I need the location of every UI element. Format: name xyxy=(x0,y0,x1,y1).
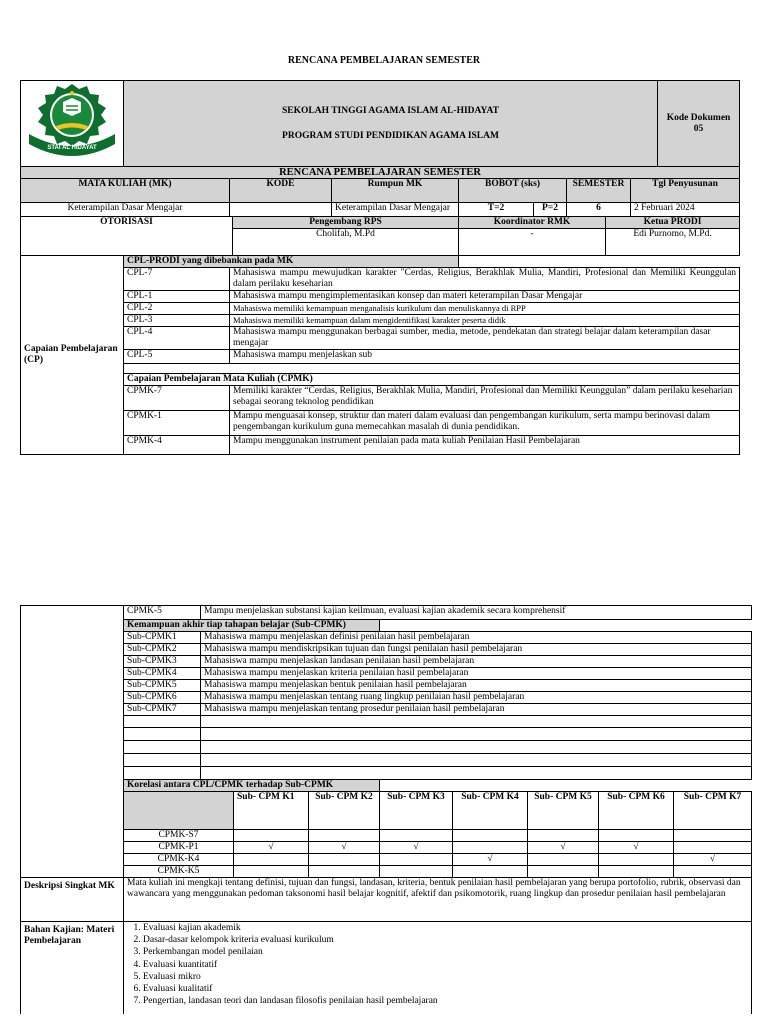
korelasi-mark xyxy=(309,866,380,878)
cpmk-code: CPMK-1 xyxy=(124,411,230,436)
bahan-item: 6. Evaluasi kualitatif xyxy=(143,983,748,995)
cp-continuation-label xyxy=(21,606,124,878)
korelasi-mark xyxy=(599,866,674,878)
korelasi-mark: √ xyxy=(528,842,599,854)
korelasi-mark: √ xyxy=(674,854,752,866)
korelasi-mark: √ xyxy=(453,854,528,866)
cpl-text: Mahasiswa mampu mewujudkan karakter "Cerdas, Religius, Berakhlak Mulia, Mandiri, Profesional dan Memiliki Keunggulan dalam perilaku keseharian xyxy=(230,268,740,291)
korelasi-mark xyxy=(528,830,599,842)
korelasi-mark xyxy=(528,854,599,866)
deskripsi-label: Deskripsi Singkat MK xyxy=(21,878,124,922)
subcpmk-code: Sub-CPMK3 xyxy=(124,656,201,668)
cp-label: Capaian Pembelajaran (CP) xyxy=(21,256,124,455)
mk-value-semester: 6 xyxy=(567,203,631,217)
korelasi-row-label: CPMK-P1 xyxy=(124,842,234,854)
rps-band: RENCANA PEMBELAJARAN SEMESTER xyxy=(21,167,740,179)
cpmk5-code: CPMK-5 xyxy=(124,606,201,620)
subcpmk-text: Mahasiswa mampu menjelaskan kriteria penilaian hasil pembelajaran xyxy=(201,668,752,680)
kode-dokumen-value: 05 xyxy=(693,123,704,134)
cpmk-heading: Capaian Pembelajaran Mata Kuliah (CPMK) xyxy=(124,374,740,386)
mk-header-tgl: Tgl Penyusunan xyxy=(631,179,740,203)
cpmk-text: Mampu menguasai konsep, struktur dan materi dalam evaluasi dan pengembangan kurikulum, serta mampu berinovasi dalam pengembangan kurikulum guna memecahkan masalah di dunia pendidikan. xyxy=(230,411,740,436)
korelasi-mark xyxy=(453,866,528,878)
cpl-text: Mahasiswa memiliki kemampuan dalam mengidentifikasi karakter peserta didik xyxy=(230,315,740,327)
document-title: RENCANA PEMBELAJARAN SEMESTER xyxy=(287,55,481,66)
cpmk-text: Mampu menggunakan instrument penilaian pada mata kuliah Penilaian Hasil Pembelajaran xyxy=(230,436,740,455)
korelasi-col-header: Sub- CPM K2 xyxy=(309,792,380,830)
korelasi-mark xyxy=(674,830,752,842)
empty-row xyxy=(124,728,201,741)
mk-header-bobot: BOBOT (sks) xyxy=(459,179,567,203)
deskripsi-text: Mata kuliah ini mengkaji tentang definisi, tujuan dan fungsi, landasan, kriteria, bentuk penilaian hasil pembelajaran yang berupa portofolio, rubrik, observasi dan wawancara yang menggunakan pedoman taksonomi hasil belajar kognitif, afektif dan psikomotorik, ruang lingkup dan prosedur penilaian hasil pembelajaran xyxy=(124,878,752,922)
korelasi-mark xyxy=(528,866,599,878)
cpl-text: Mahasiswa memiliki kemampuan menganalisis kurikulum dan menuliskannya di RPP xyxy=(230,303,740,315)
korelasi-mark xyxy=(380,866,453,878)
cpmk-code: CPMK-4 xyxy=(124,436,230,455)
mk-header-matakuliah: MATA KULIAH (MK) xyxy=(21,179,230,203)
korelasi-mark xyxy=(453,830,528,842)
koordinator-value: - xyxy=(459,229,606,256)
korelasi-mark xyxy=(674,866,752,878)
korelasi-mark xyxy=(234,854,309,866)
mk-header-kode: KODE xyxy=(230,179,332,203)
korelasi-mark: √ xyxy=(234,842,309,854)
cpmk-text: Memiliki karakter “Cerdas, Religius, Berakhlak Mulia, Mandiri, Profesional dan Memiliki Keunggulan” dalam perilaku keseharian sebagai seorang teknolog pendidikan xyxy=(230,386,740,411)
korelasi-col-header: Sub- CPM K1 xyxy=(234,792,309,830)
korelasi-col-header: Sub- CPM K7 xyxy=(674,792,752,830)
korelasi-mark: √ xyxy=(380,842,453,854)
korelasi-mark: √ xyxy=(309,842,380,854)
subcpmk-code: Sub-CPMK6 xyxy=(124,692,201,704)
cpmk5-text: Mampu menjelaskan substansi kajian keilmuan, evaluasi kajian akademik secara komprehensif xyxy=(201,606,752,620)
ketua-label: Ketua PRODI xyxy=(606,217,740,229)
rps-header-table xyxy=(20,80,740,455)
logo-cell xyxy=(21,81,124,167)
mk-header-semester: SEMESTER xyxy=(567,179,631,203)
cpl-code: CPL-1 xyxy=(124,291,230,303)
empty-row xyxy=(124,767,201,780)
subcpmk-code: Sub-CPMK5 xyxy=(124,680,201,692)
mk-value-p: P=2 xyxy=(534,203,567,217)
subcpmk-code: Sub-CPMK1 xyxy=(124,632,201,644)
svg-text:STAI AL HIDAYAT: STAI AL HIDAYAT xyxy=(47,144,97,151)
subcpmk-code: Sub-CPMK2 xyxy=(124,644,201,656)
bahan-item: 2. Dasar-dasar kelompok kriteria evaluasi kurikulum xyxy=(143,934,748,946)
institution-header xyxy=(124,81,658,167)
korelasi-mark xyxy=(674,842,752,854)
rps-continuation-table xyxy=(20,605,752,1014)
korelasi-mark xyxy=(599,830,674,842)
bahan-list xyxy=(127,922,748,1007)
korelasi-heading: Korelasi antara CPL/CPMK terhadap Sub-CPMK xyxy=(124,780,380,792)
pengembang-label: Pengembang RPS xyxy=(233,217,459,229)
mk-value-rumpun: Keterampilan Dasar Mengajar xyxy=(332,203,459,217)
cpl-code: CPL-7 xyxy=(124,268,230,291)
korelasi-row-label: CPMK-K5 xyxy=(124,866,234,878)
korelasi-mark xyxy=(234,830,309,842)
korelasi-mark xyxy=(309,854,380,866)
cpl-code: CPL-5 xyxy=(124,350,230,364)
ketua-value: Edi Purnomo, M.Pd. xyxy=(606,229,740,256)
bahan-list-cell xyxy=(124,922,752,1014)
otorisasi-label: OTORISASI xyxy=(21,217,233,256)
cpl-code: CPL-4 xyxy=(124,327,230,350)
empty-row xyxy=(124,741,201,754)
cpl-code: CPL-2 xyxy=(124,303,230,315)
korelasi-col-header: Sub- CPM K4 xyxy=(453,792,528,830)
bahan-item: 4. Evaluasi kuantitatif xyxy=(143,959,748,971)
subcpmk-text: Mahasiswa mampu menjelaskan tentang ruang lingkup penilaian hasil pembelajaran xyxy=(201,692,752,704)
mk-value-tgl: 2 Februari 2024 xyxy=(631,203,740,217)
kode-dokumen-label: Kode Dokumen xyxy=(666,112,731,123)
empty-row xyxy=(124,754,201,767)
korelasi-corner xyxy=(124,792,234,830)
cpmk-code: CPMK-7 xyxy=(124,386,230,411)
subcpmk-text: Mahasiswa mampu menjelaskan definisi penilaian hasil pembelajaran xyxy=(201,632,752,644)
cpl-text: Mahasiswa mampu menjelaskan sub xyxy=(230,350,740,364)
korelasi-mark xyxy=(380,854,453,866)
cpl-heading: CPL-PRODI yang dibebankan pada MK xyxy=(124,256,459,268)
cpl-code: CPL-3 xyxy=(124,315,230,327)
program-name: PROGRAM STUDI PENDIDIKAN AGAMA ISLAM xyxy=(282,130,499,141)
subcpmk-code: Sub-CPMK4 xyxy=(124,668,201,680)
bahan-item: 1. Evaluasi kajian akademik xyxy=(143,922,748,934)
subcpmk-text: Mahasiswa mampu menjelaskan tentang prosedur penilaian hasil pembelajaran xyxy=(201,704,752,716)
kode-dokumen-cell xyxy=(658,81,740,167)
cpl-text: Mahasiswa mampu mengimplementasikan konsep dan materi keterampilan Dasar Mengajar xyxy=(230,291,740,303)
bahan-item: 5. Evaluasi mikro xyxy=(143,971,748,983)
korelasi-mark xyxy=(380,830,453,842)
korelasi-mark xyxy=(309,830,380,842)
korelasi-row-label: CPMK-K4 xyxy=(124,854,234,866)
mk-value-matakuliah: Keterampilan Dasar Mengajar xyxy=(21,203,230,217)
empty-row xyxy=(124,716,201,728)
bahan-item: 7. Pengertian, landasan teori dan landasan filosofis penilaian hasil pembelajaran xyxy=(143,995,748,1007)
subcpmk-text: Mahasiswa mampu menjelaskan bentuk penilaian hasil pembelajaran xyxy=(201,680,752,692)
korelasi-col-header: Sub- CPM K6 xyxy=(599,792,674,830)
korelasi-row-label: CPMK-S7 xyxy=(124,830,234,842)
cpl-text: Mahasiswa mampu menggunakan berbagai sumber, media, metode, pendekatan dan strategi belajar dalam keterampilan dasar mengajar xyxy=(230,327,740,350)
korelasi-mark xyxy=(453,842,528,854)
mk-header-rumpun: Rumpun MK xyxy=(332,179,459,203)
korelasi-mark: √ xyxy=(599,842,674,854)
subcpmk-code: Sub-CPMK7 xyxy=(124,704,201,716)
subcpmk-text: Mahasiswa mampu menjelaskan landasan penilaian hasil pembelajaran xyxy=(201,656,752,668)
korelasi-col-header: Sub- CPM K3 xyxy=(380,792,453,830)
subcpmk-heading: Kemampuan akhir tiap tahapan belajar (Sub-CPMK) xyxy=(124,620,380,632)
spacer-row xyxy=(124,364,740,374)
mk-value-kode xyxy=(230,203,332,217)
bahan-item: 3. Perkembangan model penilaian xyxy=(143,946,748,958)
korelasi-mark xyxy=(234,866,309,878)
institution-name: SEKOLAH TINGGI AGAMA ISLAM AL-HIDAYAT xyxy=(282,105,499,116)
subcpmk-text: Mahasiswa mampu mendiskripsikan tujuan dan fungsi penilaian hasil pembelajaran xyxy=(201,644,752,656)
pengembang-value: Cholifah, M.Pd xyxy=(233,229,459,256)
koordinator-label: Koordinator RMK xyxy=(459,217,606,229)
korelasi-mark xyxy=(599,854,674,866)
mk-value-t: T=2 xyxy=(459,203,534,217)
korelasi-col-header: Sub- CPM K5 xyxy=(528,792,599,830)
institution-logo xyxy=(23,82,121,162)
bahan-label: Bahan Kajian: Materi Pembelajaran xyxy=(21,922,124,1014)
